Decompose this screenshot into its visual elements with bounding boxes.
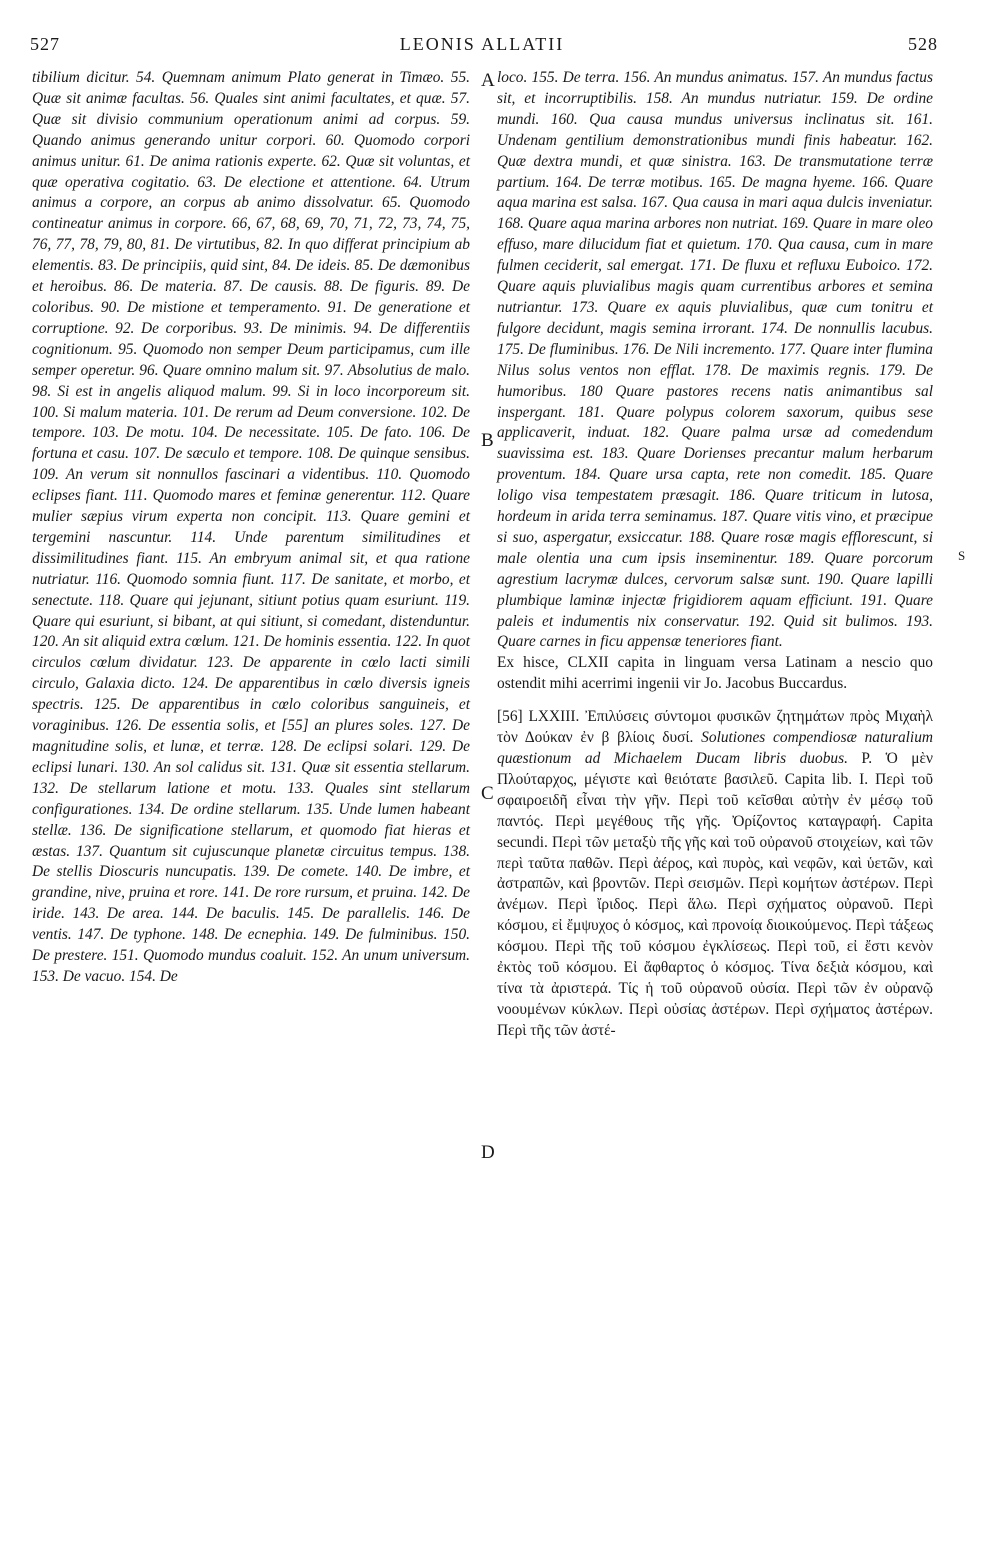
right-column [497, 68, 933, 1042]
page-number-left: 527 [30, 34, 60, 54]
entry-incipit: Ὁ μὲν Πλούταρχος, μέγιστε καὶ θειότατε βασιλεῦ. [497, 750, 933, 788]
margin-letter-c: C [481, 783, 494, 804]
right-column-text-b: Ex hisce, CLXII capita in linguam versa Latinam a nescio quo ostendit mihi acerrimi ingenii vir Jo. Jacobus Buccardus. [497, 654, 933, 693]
entry-number: [56] LXXIII. [497, 708, 580, 726]
entry-p-marker: P. [861, 750, 873, 767]
left-column-text: tibilium dicitur. 54. Quemnam animum Plato generat in Timæo. 55. Quæ sit animæ facultas. 56. Quales sint animi facultates, et quæ. 57. Quæ sit divisio communium operationum animi ad corpus. 59. Quando animus generando unitur corpori. 60. Quomodo corpori animus unitur. 61. De anima rationis experte. 62. Quæ sit voluntas, et quæ operativa cogitatio. 63. De electione et attentione. 64. Utrum animus a corpore, an corpus ab animo dissolvatur. 65. Quomodo contineatur animus in corpore. 66, 67, 68, 69, 70, 71, 72, 73, 74, 75, 76, 77, 78, 79, 80, 81. De virtutibus, 82. In quo differat principium ab elementis. 83. De principiis, quid sint, 84. De ideis. 85. De dæmonibus et heroibus. 86. De materia. 87. De causis. 88. De figuris. 89. De coloribus. 90. De mistione et temperamento. 91. De generatione et corruptione. 92. De corporibus. 93. De minimis. 94. De differentiis cognitionum. 95. Quomodo non semper Deum participamus, cum ille semper operetur. 96. Quare omnino malum sit. 97. Absolutius de malo. 98. Si est in angelis aliquod malum. 99. Si in loco incorporeum sit. 100. Si malum materia. 101. De rerum ad Deum conversione. 102. De tempore. 103. De motu. 104. De necessitate. 105. De fato. 106. De fortuna et casu. 107. De sæculo et tempore. 108. De quinque sensibus. 109. An verum sit nonnullos fascinari a videntibus. 110. Quomodo eclipses fiant. 111. Quomodo mares et feminæ generentur. 112. Quare mulier sæpius virum experta non concipit. 113. Quare gemini et tergemini nascuntur. 114. Unde parentum similitudines et dissimilitudines fiant. 115. An embryum animal sit, et qua ratione nutriatur. 116. Quomodo somnia fiunt. 117. De sanitate, et morbo, et senectute. 118. Quare qui jejunant, sitiunt potius quam esuriunt. 119. Quare qui esuriunt, si bibant, at qui sitiunt, si comedant, distenduntur. 120. An sit aliquid extra cœlum. 121. De hominis essentia. 122. In quot circulos cœlum dividatur. 123. De apparente in cœlo lacti simili circulo, Galaxia dicto. 124. De apparentibus in cœlo diversis igneis spectris. 125. De apparentibus in cœlo coloribus sanguineis, et voraginibus. 126. De essentia solis, et [55] an plures soles. 127. De magnitudine solis, et lunæ, et terræ. 128. De eclipsi solari. 129. De eclipsi lunari. 130. An sol calidus sit. 131. Quæ sit essentia stellarum. 132. De stellarum latione et motu. 133. Quales sint stellarum configurationes. 134. De ordine stellarum. 135. Unde lumen habeant stellæ. 136. De significatione stellarum, et quomodo fiat hieras et æstas. 137. Quantum sit cujuscunque planetæ circuitus tempus. 138. De stellis Dioscuris nuncupatis. 139. De comete. 140. De imbre, et grandine, nive, pruina et rore. 141. De rore rursum, et pruina. 142. De iride. 143. De area. 144. De baculis. 145. De parallelis. 146. De ventis. 147. De typhone. 148. De ecnephia. 149. De fulminibus. 150. De prestere. 151. Quomodo mundus coaluit. 152. An unum universum. 153. De vacuo. 154. De [32, 69, 470, 985]
page-number-right: 528 [908, 34, 938, 54]
margin-letter-b: B [481, 430, 494, 451]
catalog-entry-lxxiii [497, 707, 933, 1042]
entry-capita-book2: Capita secundi. [497, 812, 933, 851]
right-column-text-a: loco. 155. De terra. 156. An mundus animatus. 157. An mundus factus sit, et incorruptibilis. 158. An mundus nutriatur. 159. De ordine mundi. 160. Qua causa mundus universus inclinatus sit. 161. Undenam gentilium demonstrationibus mundi finis habeatur. 162. Quæ dextra mundi, et quæ sinistra. 163. De transmutatione terræ partium. 164. De terræ motibus. 165. De magna hyeme. 166. Quare aqua marina est salsa. 167. Qua causa in mari aqua dulcis inveniatur. 168. Quare aqua marina arbores non nutriat. 169. Quare in mare oleo effuso, mare dilucidum fiat et quietum. 170. Qua causa, cum in mare fulmen ceciderit, sal emergat. 171. De fluxu et refluxu Euboico. 172. Quare aquis pluvialibus magis quam currentibus arbores et semina nutriantur. 173. Quare ex aquis pluvialibus, quæ cum tonitru et fulgore decidunt, magis semina irrorant. 174. De nonnullis lacubus. 175. De fluminibus. 176. De Nili incremento. 177. Quare inter flumina Nilus solus ventos non efflat. 178. De maximis regnis. 179. De humoribus. 180 Quare pastores recens natis animantibus sal inspergant. 181. Quare polypus colorem saxorum, quibus sese applicaverit, induat. 182. Quare palma ursæ ad comedendum suavissima est. 183. Quare Dorienses precantur malum herbarum proventum. 184. Quare ursa capta, rete non comedit. 185. Quare loligo visa tempestatem præsagit. 186. Quare triticum in lutosa, hordeum in arida terra seminamus. 187. Quare vitis vino, et præcipue si suo, aspergatur, exsiccatur. 188. Quare rosæ magis efflorescunt, si male olentia una cum ipsis inseminentur. 189. Quare porcorum agrestium lacrymæ dulces, cervorum salsæ sunt. 190. Quare lapilli plumbique laminæ injectæ frigidiorem aquam efficiunt. 191. Quare paleis et indumentis nix conservatur. 192. Quid sit bulimos. 193. Quare carnes in ficu appensæ teneriores fiant. [497, 69, 933, 651]
entry-greek-title: Ἐπιλύσεις σύντομοι φυσικῶν ζητημάτων πρὸς Μιχαὴλ τὸν Δούκαν ἐν β βλίοις δυσί. [497, 708, 933, 747]
entry-greek-chapters-1: Περὶ τοῦ σφαιροειδῆ εἶναι τὴν γῆν. Περὶ τοῦ κεῖσθαι αὐτὴν ἐν μέσῳ τοῦ παντός. Περὶ μεγέθους τῆς γῆς. Ὀρίζοντος καταγραφή. [497, 770, 933, 830]
margin-letter-a: A [481, 70, 495, 91]
page-header [26, 34, 938, 62]
entry-capita-book1: Capita lib. I. [784, 770, 869, 788]
running-title: LEONIS ALLATII [399, 34, 565, 54]
left-column [32, 68, 470, 988]
margin-letter-d: D [481, 1142, 495, 1163]
entry-greek-chapters-2: Περὶ τῶν μεταξὺ τῆς γῆς καὶ τοῦ οὐρανοῦ στοιχείων, καὶ τῶν περὶ ταῦτα παθῶν. Περὶ ἀέρος, καὶ πυρὸς, καὶ νεφῶν, καὶ ὑετῶν, καὶ ἀστραπῶν, καὶ βροντῶν. Περὶ σεισμῶν. Περὶ κομήτων ἀστέρων. Περὶ ἀνέμων. Περὶ ἴριδος. Περὶ ἅλω. Περὶ σχήματος οὐρανοῦ. Περὶ κόσμου, εἰ ἔμψυχος ὁ κόσμος, καὶ προνοίᾳ διοικούμενος. Περὶ τάξεως κόσμου. Περὶ τῆς τοῦ κόσμου ἐγκλίσεως. Περὶ τοῦ, εἰ ἔστι κενὸν ἐκτὸς τοῦ κόσμου. Εἰ ἄφθαρτος ὁ κόσμος. Τίνα δεξιὰ κόσμου, καὶ τίνα τὰ ἀριστερά. Τίς ἡ τοῦ οὐρανοῦ οὐσία. Περὶ τῶν ἐν οὐρανῷ νοουμένων κύκλων. Περὶ οὐσίας ἀστέρων. Περὶ σχήματος ἀστέρων. Περὶ τῆς τῶν ἀστέ- [497, 833, 933, 1039]
margin-letter-s: S [958, 548, 966, 563]
entry-latin-title: Solutiones compendiosæ naturalium quæstionum ad Michaelem Ducam libris duobus. [497, 729, 934, 767]
